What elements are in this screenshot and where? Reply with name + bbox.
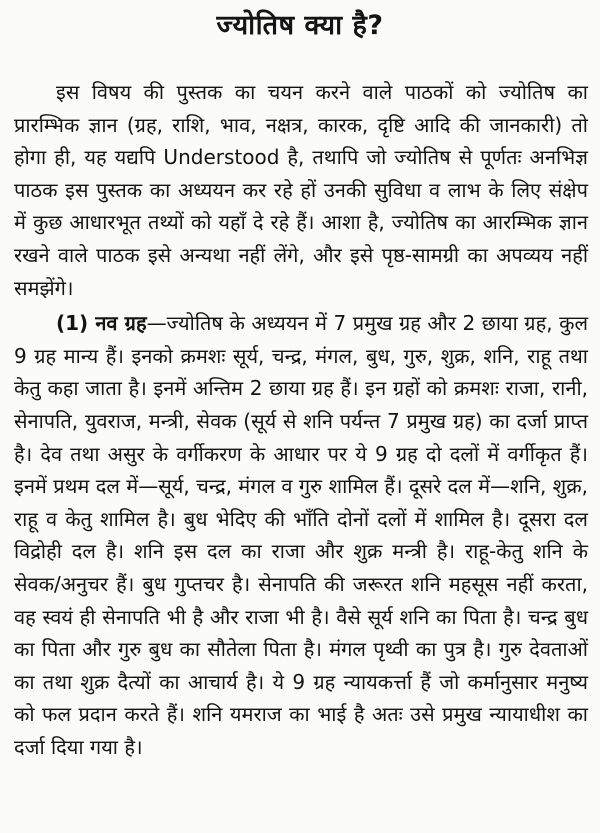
document-body bbox=[14, 76, 588, 763]
nav-graha-paragraph bbox=[14, 307, 588, 763]
intro-paragraph bbox=[14, 76, 588, 304]
page-title: ज्योतिष क्या है? bbox=[216, 10, 384, 41]
paragraph-text: —ज्योतिष के अध्ययन में 7 प्रमुख ग्रह और 2 छाया ग्रह, कुल 9 ग्रह मान्य हैं। इनको क्रमशः सूर्य, चन्द्र, मंगल, बुध, गुरु, शुक्र, शनि, राहू तथा केतु कहा जाता है। इनमें अन्तिम 2 छाया ग्रह हैं। इन ग्रहों को क्रमशः राजा, रानी, सेनापति, युवराज, मन्त्री, सेवक (सूर्य से शनि पर्यन्त 7 प्रमुख ग्रह) का दर्जा प्राप्त है। देव तथा असुर के वर्गीकरण के आधार पर ये 9 ग्रह दो दलों में वर्गीकृत हैं। इनमें प्रथम दल में—सूर्य, चन्द्र, मंगल व गुरु शामिल हैं। दूसरे दल में—शनि, शुक्र, राहू व केतु शामिल है। बुध भेदिए की भाँति दोनों दलों में शामिल है। दूसरा दल विद्रोही दल है। शनि इस दल का राजा और शुक्र मन्त्री है। राहू-केतु शनि के सेवक/अनुचर हैं। बुध गुप्तचर है। सेनापति की जरूरत शनि महसूस नहीं करता, वह स्वयं ही सेनापति भी है और राजा भी है। वैसे सूर्य शनि का पिता है। चन्द्र बुध का पिता और गुरु बुध का सौतेला पिता है। मंगल पृथ्वी का पुत्र है। गुरु देवताओं का तथा शुक्र दैत्यों का आचार्य है। ये 9 ग्रह न्यायकर्त्ता हैं जो कर्मानुसार मनुष्य को फल प्रदान करते हैं। शनि यमराज का भाई है अतः उसे प्रमुख न्यायाधीश का दर्जा दिया गया है। bbox=[14, 311, 589, 759]
paragraph-text: इस विषय की पुस्तक का चयन करने वाले पाठकों को ज्योतिष का प्रारम्भिक ज्ञान (ग्रह, राशि, भाव, नक्षत्र, कारक, दृष्टि आदि की जानकारी) तो होगा ही, यह यद्यपि Understood है, तथापि जो ज्योतिष से पूर्णतः अनभिज्ञ पाठक इस पुस्तक का अध्ययन कर रहे हों उनकी सुविधा व लाभ के लिए संक्षेप में कुछ आधारभूत तथ्यों को यहाँ दे रहे हैं। आशा है, ज्योतिष का आरम्भिक ज्ञान रखने वाले पाठक इसे अन्यथा नहीं लेंगे, और इसे पृष्ठ-सामग्री का अपव्यय नहीं समझेंगे। bbox=[14, 80, 588, 300]
section-heading: (1) नव ग्रह bbox=[56, 311, 147, 336]
